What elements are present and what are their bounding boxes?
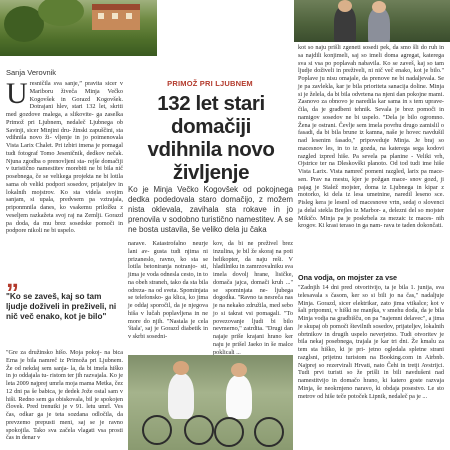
left-column-text: resničila sva sanje,” pravita sicer v Mariboru živeča Minja Večko Kogovšek in Gorazd Kogovšek. Dotrajani hlev, stari 132 let, skriti med gozdove malega, a slikovite- ga zaselka Primož pri Ljubnem, nedaleč Ljubnega ob Savinji, sicer Minjini dru- žinski zapuščini, sta vdihnila novo ži- vljenje in jo poimenovala Vista Larix Chalet. Pri izbiri imena je pomagal tudi fotograf Tomo Jeseničnik, dedkov nečak. Njuna zgodba o prenovljeni sta- rejše domačiji v turistično namestitev morebiti ne bi bila nič posebnega, če se velikega projekta ne bi lotila sama ob veliki podpori sosedov, prijateljev in lokalnih mojstrov. Ko sta videla svojim sanjam, si upala, predvsem pa vztrajala, priponmnila danes, ko vsakemu priložku z veseljem razkažeta svoj raj na Zemlji. Gorazd pa doda, da mu brez sosedske pomoči in podpore nikoli ne bi uspelo. <box>6 80 123 235</box>
bike-wheel-shape <box>254 417 284 447</box>
person-shape <box>372 1 386 13</box>
person-shape <box>338 0 352 12</box>
tree-shape <box>38 0 84 26</box>
window-shape <box>126 13 132 19</box>
cyclists-photo <box>128 355 293 450</box>
person-shape <box>368 8 390 42</box>
quote-mark: „ <box>6 263 19 293</box>
right-column-continued: "Zadnjih 14 dni pred otvoritvijo, ta je bila 1. junija, sva telesavala s časom, ker so si bili jo na čas," nadaljuje Minja. Gorazd, sicer elektrikar, zato jima vtikalce; kot v šali pripomni, v hiški ne manjka, v smehu doda, da je bila Minja vodja na gradbišču, on pa "najemni delavec", a jima je skupaj ob pomoči številnih sosedov, prijateljev, lokalnih obrtnikov in drugih uspelo neverjetno. Tudi otvoritev je bila nekaj posebnega, trajala je kar tri dni. Že kmalu za tem sta hiško, ki je pri- jetno ogledala spletne strani razglsni, prijetnu turistom na Booking.com in Airbnb. Najprej so rezervirali Hrvati, nato Čehi in tretji Avstrijci. Tudi prvi turisti so že prišli in bili navdušeni nad namestitvijo in domačo hrano, ki katero goste razvaja Minja, še neokrnjeno naravo, ki obdaja posestvo. Le sto metrov od hiše teče potoček Lipnik, nedaleč pa je ... <box>298 284 444 400</box>
couple-photo <box>294 0 450 42</box>
dropcap: U <box>6 77 28 110</box>
window-shape <box>112 13 118 19</box>
bike-wheel-shape <box>142 415 172 445</box>
kicker: PRIMOŽ PRI LJUBNEM <box>167 79 253 88</box>
left-column-continued: "Gre za družinsko hišo. Moja pokoj- na bica Erna je bila namreč iz Primoža pri Ljubnem. Že od nekdaj sem sanja- la, da bi imela hiško in jo oddajala tu- ristom ter jih razvajala. Ko je leta 2009 najprej umrla moja mama Metka, čez 12 dni pa še babica, je dedek Jože ostal sam v hiši. Redno sem ga obiskovala, bil je spokojen človek. Pred trenutki je v 91. letu umrl. Ves čas, odkar ga je teta sozdana odločila, da prevzemo prepusti meni, saj se je ravno spokojila. Tako sva začela vlagati vsa prosti čas in denar v <box>6 349 123 442</box>
person-shape <box>173 361 189 375</box>
subheading: Ona vodja, on mojster za vse <box>298 273 398 282</box>
headline: 132 let stari domačiji vdihnila novo življenje <box>147 92 275 184</box>
middle-column-1: narave. Katastrofalno neurje lani av- gusta tudi njima ni prizaneslo, ravno, ko sta se lotila betoniranja notranjo- sti, jima je voda odnesla cesto, in to na obeh straneh, tako da sta bila odreza- na od sveta. Spominjata se telefonsko- ga klica, ko jima je oddaj sporočil, da je njegova hiša v lučah poplavljena in ne more do njih. "Nastala je cela 'štala', saj je Gorazd diabetik in v skrbi sosedni- <box>128 240 208 340</box>
house-photo <box>0 0 157 56</box>
person-shape <box>168 373 194 419</box>
bike-wheel-shape <box>214 417 244 447</box>
person-shape <box>226 375 252 419</box>
bike-wheel-shape <box>184 415 214 445</box>
byline: Sanja Verovnik <box>6 68 57 77</box>
person-shape <box>231 363 247 377</box>
right-column: kot so naju prišli zgeneti sosedi pek, da smo šli do ruh in sa najdili konjimeli, saj so imeli doma agregat, katerega sva si vsa po poplavah nabavila. Ko se zaveš, kaj so tam ljudje doživeli in preživeli, ni nič več enako, kot je bilo." Poplave ju nisu omajale, da prenove ne bi nadaljevala. Se je pa zavlekla, kar je bila prioriteta sanacija doline. Minja si je želela, da bi bila odvrtena na njeni dan pokojne mami. Zasnovo za obnovo je naredila kar sama in s tem uprave- čila, da je gradbeni tehnik. Sevala je brez pomoči in namigov sosedov ne bi uspelo. "Dela je bilo ogromno. Žena je ostrani. Čevlje sem imela povrhu drugo zamislil o fasadi, da bi bila brune iz kamna, naše je hovec navdušil nad lesenim fasado," pripoveduje Minja. Je braj so macesnov les, in to iz gozda, na katerega sega kodovi razgled izpred hiše. Pa sevela pa planine - Veliki vrh, Ojstrice ter na Dleskovški planoto. Od tod tudi ime hiše Vista Larix. Vista namreč pomeni razgled, larix pa mace- sen. Prav na mestu, kjer je požgan mace- snov gozd, ji pajag je Stalež mojster, doma iz Ljubnega in kipar z motorko, ki dela iz lesa umetnine, naredil leseno sce. Pisleg kera je lesenl od macesnove vrtn, sedaj o slovenci ja delal stekla Brejles iz Marbor- a, delezni del so mojster Mikičo. Minja pa je poskrbela za mezaic iz maces- nih krogov. Ki krasi teraso in ga nam- rava te taden dokončati. <box>298 44 444 230</box>
lead-paragraph: Ko je Minja Večko Kogovšek od pokojnega dedka podedovala staro domačijo, z možem nista oklevala, zavihala sta rokave in jo prenovila v sodobno turistično namestitev. A se ne bosta ustavila, še veliko dela ju čaka <box>128 185 293 234</box>
left-column <box>6 77 123 235</box>
middle-column-2: kov, da bi ne preživel brez inzulina, je bil že skoraj na poti helikopter, da naju reši. V hladilniku in zamrzovalniku sva imela dovolj hrane, lisičke, domača jajca, domači kruh ..." se spominjata ne- ljubega dogodka. "Ravno ta nesreča nas je na nekako združila, med sebo jo si takrat vsi pomagali. "To povezovanje ljudi bi bilo nevmerno," zatrdita. "Drugi dan najaje priše krajani hrano ker naju je prišel Jaeko in še malce poklicali ... <box>213 240 293 356</box>
pull-quote: "Ko se zaveš, kaj so tam ljudje doživeli in preživeli, ni nič več enako, kot je bilo" <box>6 292 117 321</box>
window-shape <box>98 13 104 19</box>
